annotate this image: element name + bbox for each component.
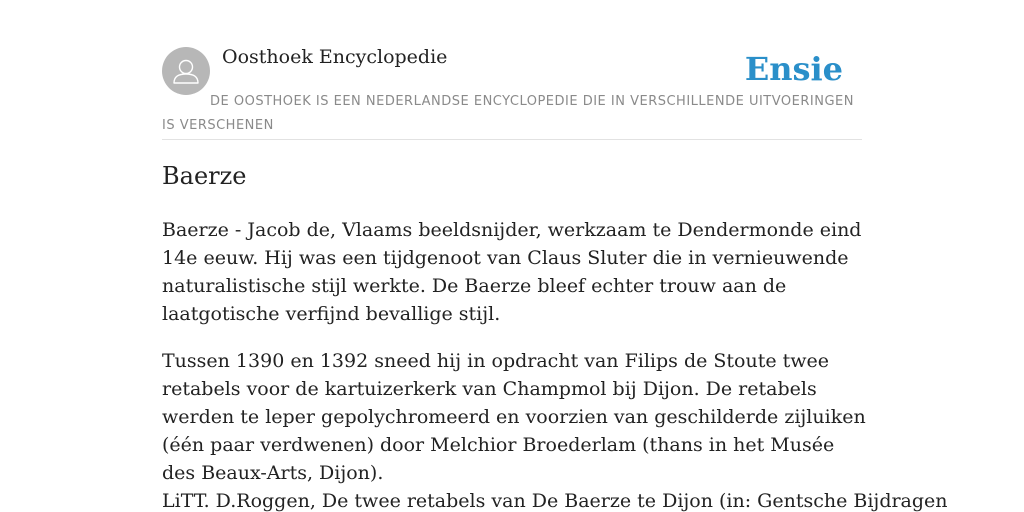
article-paragraph: Baerze - Jacob de, Vlaams beeldsnijder, werkzaam te Dendermonde eind 14e eeuw. Hij was een tijdgenoot van Claus Sluter die in vernieuwende naturalistische stijl werkte. De Baerze bleef echter trouw aan de laatgotische verfijnd bevallige stijl. — [162, 219, 862, 325]
avatar[interactable] — [162, 47, 210, 95]
site-name-link[interactable]: Oosthoek Encyclopedie — [222, 46, 448, 68]
site-tagline: DE OOSTHOEK IS EEN NEDERLANDSE ENCYCLOPEDIE DIE IN VERSCHILLENDE UITVOERINGEN IS VERSCHENEN — [162, 94, 854, 133]
article-literature: LiTT. D.Roggen, De twee retabels van De Baerze te Dijon (in: Gentsche Bijdragen — [162, 490, 948, 512]
article-paragraph: Tussen 1390 en 1392 sneed hij in opdracht van Filips de Stoute twee retabels voor de kartuizerkerk van Champmol bij Dijon. De retabels werden te leper gepolychromeerd en voorzien van geschilderde zijluiken (één paar verdwenen) door Melchior Broederlam (thans in het Musée des Beaux-Arts, Dijon). — [162, 350, 866, 484]
site-header — [162, 0, 862, 140]
page-title: Baerze — [162, 162, 247, 190]
page-container — [162, 0, 948, 512]
brand-logo-link[interactable]: Ensie — [744, 50, 843, 88]
user-avatar-icon — [162, 47, 210, 95]
